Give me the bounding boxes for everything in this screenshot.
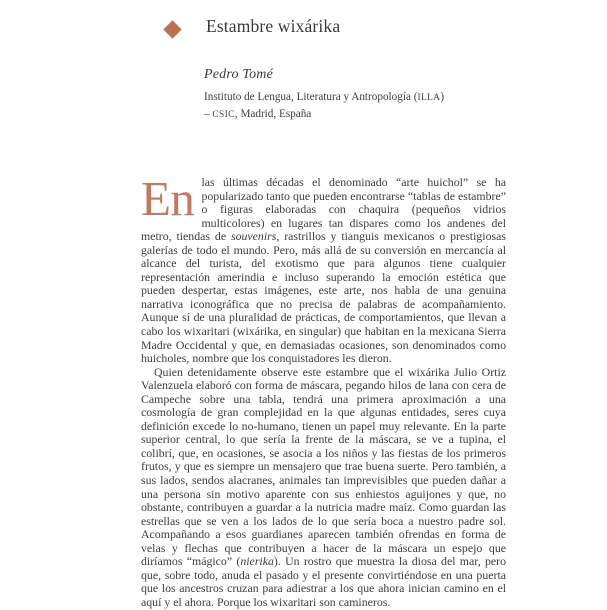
affiliation-line-1 xyxy=(204,90,524,107)
affiliation-institute-text: Instituto de Lengua, Literatura y Antropología ( xyxy=(204,91,418,103)
affiliation-paren-close: ) xyxy=(440,91,445,103)
paragraph-2 xyxy=(141,366,506,610)
drop-cap: En xyxy=(141,171,195,226)
paragraph-1-text-part-1: las últimas décadas el denominado “arte huichol” se ha popularizado tanto que pueden encontrarse “tablas de estambre” o figuras elaboradas con chaquira (pequeños vidrios multicolores) en lugares tan dispares como los andenes del metro, tiendas de xyxy=(141,175,506,244)
affiliation-illa-acronym: ILLA xyxy=(417,93,441,103)
affiliation-csic-acronym: CSIC xyxy=(212,109,235,120)
paragraph-1 xyxy=(141,171,506,366)
article-body xyxy=(141,171,507,610)
paragraph-2-italic-nierika: nierika xyxy=(240,554,274,569)
chapter-header xyxy=(0,8,607,40)
author-affiliation xyxy=(204,90,524,123)
paragraph-1-italic-souvenirs: souvenirs xyxy=(230,229,277,244)
author-block xyxy=(204,66,524,123)
paragraph-2-text-part-2: ). Un rostro que muestra la diosa del mar, pero que, sobre todo, anuda el pasado y el presente convirtiéndose en una puerta que los ancestros cruzan para adiestrar a los que ahora inician camino en el aquí y el ahora. Porque los wixaritari son camineros. xyxy=(141,554,507,609)
affiliation-line-2 xyxy=(204,107,524,124)
author-name: Pedro Tomé xyxy=(204,67,274,82)
paragraph-2-text-part-1: Quien detenidamente observe este estambre que el wixárika Julio Ortiz Valenzuela elaboró con forma de máscara, pegando hilos de lana con cera de Campeche sobre una tabla, tendrá una primera aproximación a una cosmología de gran complejidad en la que algunas entidades, seres cuya definición excede lo no-humano, tienen un papel muy relevante. En la parte superior central, lo que sería la frente de la máscara, se ve a tupina, el colibrí, que, en ocasiones, se asocia a los niños y las fiestas de los primeros frutos, y que es siempre un mensajero que trae buena suerte. Pero también, a sus lados, sendos alacranes, animales tan imprevisibles que pueden dañar a una persona sin motivo aparente con sus enhiestos aguijones y que, no obstante, contribuyen a guardar a la nutricia madre maíz. Como guardan las estrellas que se ven a los lados de lo que sería boca a nuestro padre sol. Acompañando a esos guardianes aparecen también ofrendas en forma de velas y flechas que contribuyen a hacer de la máscara un espejo que diríamos “mágico” ( xyxy=(141,364,506,569)
affiliation-dash: – xyxy=(204,107,213,120)
paragraph-1-text-part-2: , rastrillos y tianguis mexicanos o prestigiosas galerías de todo el mundo. Pero, más allá de su conversión en mercancía al alcance del turista, del exotismo que para algunos tiene cualquier representación amerindia e incluso superando la emoción estética que pueden despertar, estas imágenes, este arte, nos habla de una genuina narrativa iconográfica que no precisa de palabras de acompañamiento. Aunque sí de una pluralidad de prácticas, de comportamientos, que llevan a cabo los wixaritari (wixárika, en singular) que habitan en la mexicana Sierra Madre Occidental y que, en demasiadas ocasiones, son denominados como huicholes, nombre que los conquistadores les dieron. xyxy=(141,229,506,366)
affiliation-location: , Madrid, España xyxy=(234,107,312,120)
page-title: Estambre wixárika xyxy=(206,16,341,36)
diamond-bullet-icon xyxy=(163,20,181,38)
